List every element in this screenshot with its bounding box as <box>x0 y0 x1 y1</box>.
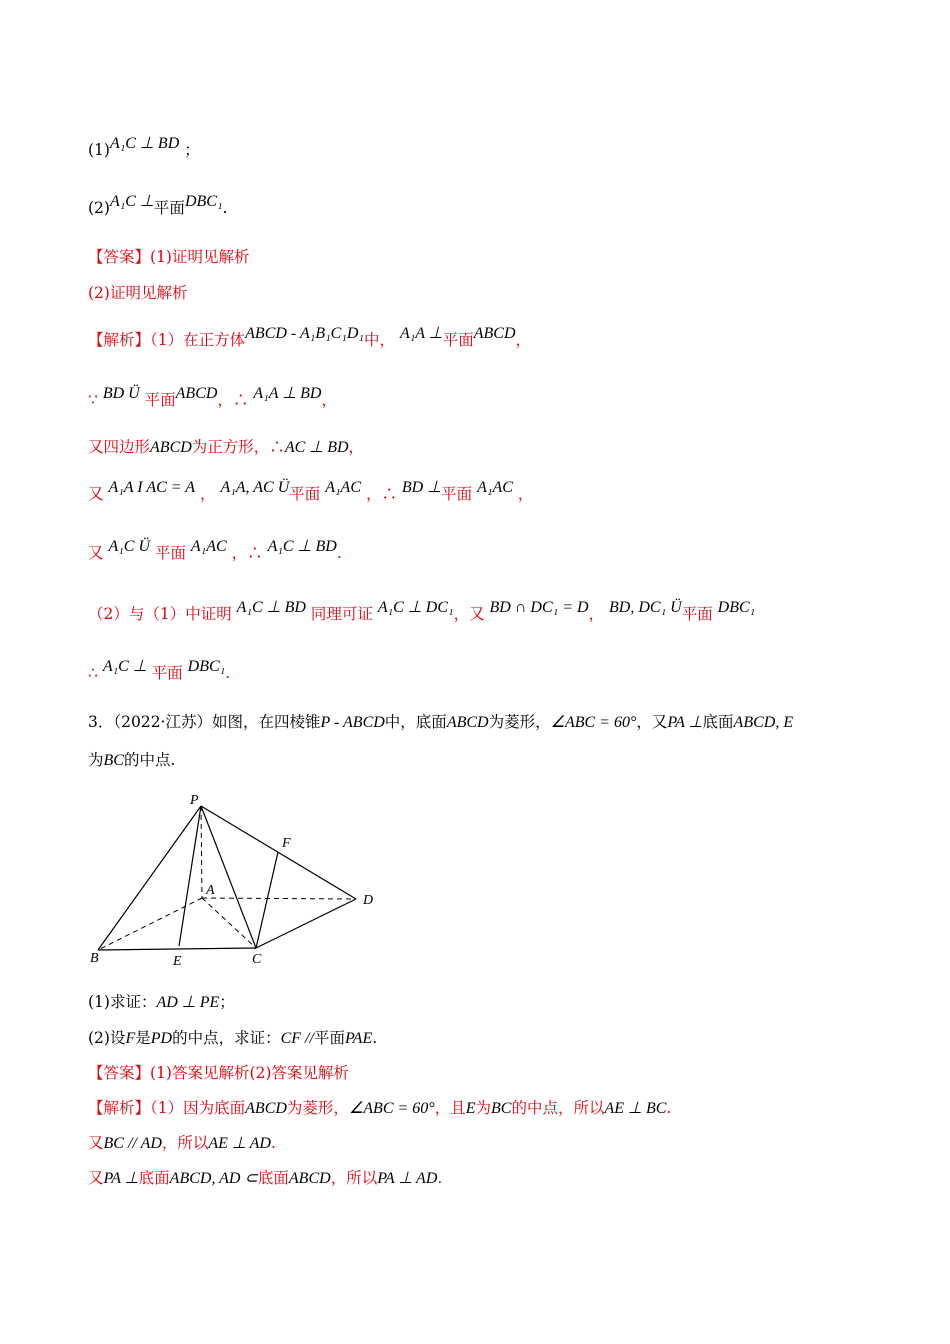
text: . <box>372 1029 378 1047</box>
text: . <box>225 664 231 682</box>
math: A₁C Ü <box>108 538 151 555</box>
text: (1)求证： <box>88 993 157 1011</box>
text: 为 <box>88 751 104 769</box>
text: （1）在正方体 <box>150 331 246 349</box>
text: 平面 <box>442 331 474 349</box>
text: 平面 <box>151 664 183 682</box>
math: A₁C ⊥ BD <box>236 599 306 616</box>
solution-head: 【解析】 <box>88 1099 151 1117</box>
edge-BC <box>98 948 256 950</box>
text: 是 <box>135 1029 151 1047</box>
math: ∠ABC = 60° <box>348 1100 435 1117</box>
text: （2）与（1）中证明 <box>88 605 232 623</box>
math: BC <box>491 1100 512 1117</box>
math: A₁A, AC Ü <box>220 479 290 496</box>
text: ，∴ <box>365 485 397 503</box>
answer-body: (1)证明见解析 <box>150 248 250 266</box>
text: ； <box>219 993 235 1011</box>
punct: ； <box>184 141 200 159</box>
solution-line-4 <box>88 479 534 505</box>
math: ABCD <box>473 325 516 342</box>
math: A₁A ⊥ <box>399 325 443 342</box>
p3-solution-line-2 <box>88 1133 276 1154</box>
solution-line-1 <box>88 325 532 351</box>
math: ∠ABC = 60° <box>550 714 637 731</box>
text: . <box>666 1099 672 1117</box>
text: 同理可证 <box>310 605 373 623</box>
text: 平面 <box>441 485 473 503</box>
math: A₁AC <box>477 479 513 496</box>
label-P: P <box>190 793 199 808</box>
text: ，所以 <box>161 1134 209 1152</box>
answer-body: (2)证明见解析 <box>88 284 188 302</box>
math: ABCD <box>175 385 218 402</box>
solution-line-5 <box>88 538 342 564</box>
text: ，所以 <box>330 1169 378 1187</box>
text: 为 <box>475 1099 492 1117</box>
edge-PE <box>179 806 201 946</box>
text: ， <box>348 438 365 456</box>
part1-statement <box>88 135 200 161</box>
edge-AB <box>98 898 202 950</box>
text: ∴ <box>88 664 98 682</box>
math: BD ⊥ <box>401 479 442 496</box>
math: AE ⊥ BC <box>604 1100 667 1117</box>
text: 平面 <box>289 485 321 503</box>
text: 平面 <box>153 199 185 217</box>
text: （1）因为底面 <box>150 1099 246 1117</box>
math: PA ⊥ AD <box>377 1170 438 1187</box>
math: P - ABCD <box>320 714 385 731</box>
text: 又 <box>88 544 104 562</box>
solution-line-2 <box>88 385 337 411</box>
text: 为正方形，∴ <box>191 438 285 456</box>
text: 的中点，所以 <box>511 1099 605 1117</box>
math: ABCD - A₁B₁C₁D₁ <box>245 325 364 342</box>
text: 又 <box>88 485 104 503</box>
math: ABCD <box>245 1100 287 1117</box>
text: . <box>336 544 342 562</box>
edge-PA <box>201 806 202 898</box>
pyramid-figure <box>86 788 386 970</box>
label-C: C <box>252 952 262 967</box>
math: BC <box>103 752 124 769</box>
math: PA ⊥ <box>103 1170 139 1187</box>
p3-solution-line-3 <box>88 1168 442 1189</box>
math: F <box>125 1030 136 1047</box>
math: A₁A ⊥ BD <box>253 385 322 402</box>
math: ABCD <box>288 1170 331 1187</box>
label-B: B <box>90 951 99 966</box>
text: 平面 <box>144 391 176 409</box>
text: ， <box>515 331 532 349</box>
text: 底面 <box>257 1169 289 1187</box>
part-label: (2) <box>88 199 110 217</box>
text: 中， <box>363 331 395 349</box>
math: BD Ü <box>102 385 140 402</box>
edge-PB <box>98 806 201 950</box>
answer-body: (1)答案见解析(2)答案见解析 <box>150 1064 349 1082</box>
math: AD ⊥ PE <box>156 994 220 1011</box>
math: A₁C ⊥ <box>102 658 147 675</box>
part-label: (1) <box>88 141 110 159</box>
math: ABCD, AD ⊂ <box>169 1170 258 1187</box>
text: 平面 <box>313 1029 345 1047</box>
math: A₁C ⊥ <box>109 193 154 210</box>
text: ， <box>517 485 534 503</box>
math: A₁C ⊥ DC₁ <box>377 599 454 616</box>
answer-head: 【答案】 <box>88 1064 151 1082</box>
text: 底面 <box>138 1169 170 1187</box>
math: CF // <box>280 1030 314 1047</box>
math: PA ⊥ <box>667 714 703 731</box>
text: ，且 <box>434 1099 466 1117</box>
math: DBC₁ <box>717 599 756 616</box>
math: A₁AC <box>190 538 227 555</box>
math: E <box>465 1100 476 1117</box>
text: 为菱形， <box>286 1099 349 1117</box>
answer-line-p3 <box>88 1063 349 1083</box>
text: 的中点. <box>123 751 176 769</box>
math: AE ⊥ AD <box>208 1135 271 1152</box>
edge-CF <box>256 852 278 948</box>
math: PAE <box>344 1030 373 1047</box>
math: BD, DC₁ Ü <box>609 599 682 616</box>
text: ， <box>321 391 337 409</box>
text: 底面 <box>702 713 734 731</box>
text: ，∴ <box>231 544 263 562</box>
text: . <box>270 1134 276 1152</box>
edge-PC <box>201 806 256 948</box>
part2-statement <box>88 193 228 219</box>
math: A₁AC <box>325 479 361 496</box>
text: 的中点，求证： <box>172 1029 281 1047</box>
text: 为菱形， <box>488 713 551 731</box>
text: 又 <box>88 1169 104 1187</box>
math: ABCD <box>446 714 489 731</box>
text: 又四边形 <box>88 438 151 456</box>
text: 平面 <box>681 605 713 623</box>
question-2 <box>88 1028 377 1049</box>
math: DBC₁ <box>187 658 226 675</box>
math: A₁C ⊥ BD <box>267 538 337 555</box>
text: 平面 <box>154 544 186 562</box>
text: ，∴ <box>217 391 249 409</box>
label-F: F <box>282 836 291 851</box>
math: A₁A I AC = A <box>108 479 196 496</box>
math: BD ∩ DC₁ = D <box>489 599 589 616</box>
text: ∵ <box>88 391 98 409</box>
edge-AD <box>202 898 356 899</box>
p3-solution-line-1 <box>88 1098 671 1119</box>
label-D: D <box>363 893 374 908</box>
label-E: E <box>173 954 182 969</box>
math: ABCD, E <box>733 714 794 731</box>
problem-number: 3．（2022·江苏）如图，在四棱锥 <box>88 713 321 731</box>
answer-line-1 <box>88 247 249 267</box>
text: ，又 <box>636 713 668 731</box>
solution-line-7 <box>88 658 231 684</box>
edge-CD <box>256 899 356 948</box>
math: ABCD <box>150 439 192 456</box>
problem3-line-1 <box>88 712 793 733</box>
math: BC // AD <box>103 1135 162 1152</box>
math: PD <box>150 1030 173 1047</box>
problem3-line-2 <box>88 750 175 771</box>
math: DBC₁ <box>184 193 223 210</box>
answer-head: 【答案】 <box>88 248 151 266</box>
math: AC ⊥ BD <box>284 439 349 456</box>
solution-line-3 <box>88 437 364 458</box>
text: ，又 <box>453 605 485 623</box>
solution-head: 【解析】 <box>88 331 151 349</box>
math: A₁C ⊥ BD <box>109 135 180 152</box>
label-A: A <box>206 883 215 898</box>
answer-line-2 <box>88 283 187 303</box>
text: ， <box>588 605 605 623</box>
text: ， <box>199 485 216 503</box>
text: . <box>437 1169 443 1187</box>
edge-AC <box>202 898 256 948</box>
text: 中，底面 <box>384 713 447 731</box>
text: 又 <box>88 1134 104 1152</box>
question-1 <box>88 992 235 1013</box>
text: (2)设 <box>88 1029 126 1047</box>
punct: . <box>222 199 228 217</box>
solution-line-6 <box>88 599 756 625</box>
